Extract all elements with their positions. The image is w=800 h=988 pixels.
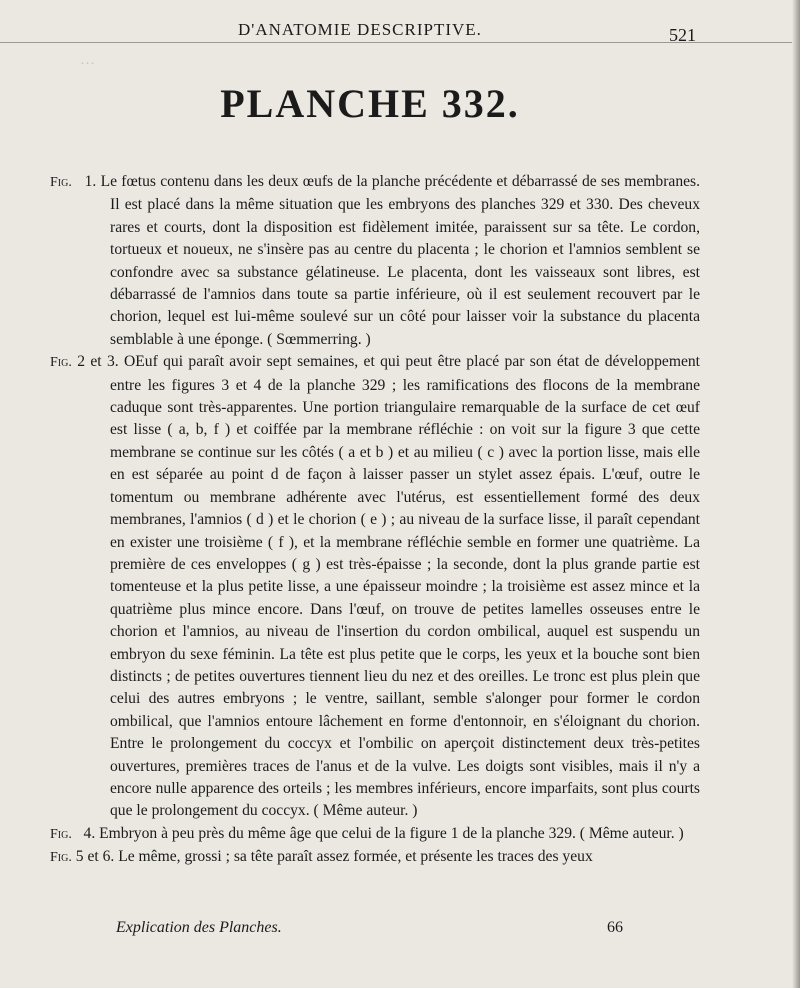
figure-text: Embryon à peu près du même âge que celui de la figure 1 de la planche 329. ( Même auteur. ) [99,824,684,842]
figure-4-description [50,823,700,846]
figure-number: 1. [84,173,97,190]
running-head [0,12,800,43]
page-edge-shadow [792,0,800,988]
figure-number: 2 et 3. [77,353,119,371]
figure-label: Fig. [50,355,72,371]
signature-number: 66 [607,919,623,936]
running-title: D'ANATOMIE DESCRIPTIVE. [238,20,482,39]
figure-number: 4. [83,824,96,842]
figure-label: Fig. [50,175,72,190]
plate-title: PLANCHE 332. [220,81,520,126]
figure-text: OEuf qui paraît avoir sept semaines, et qui peut être placé par son état de développement entre les figures 3 et 4 de la planche 329 ; les ramifications des flocons de la membrane caduque sont très-apparentes. Une portion triangulaire remarquable de la surface de cet œuf est lisse ( a, b, f ) et coiffée par la membrane réfléchie : on voit sur la figure 3 que cette membrane se continue sur les côtés ( a et b ) et au milieu ( c ) avec la portion lisse, mais elle en est séparée au point d de façon à laisser passer un stylet assez épais. L'œuf, outre le tomentum ou membrane adhérente avec l'utérus, est essentiellement formé des deux membranes, l'amnios ( d ) et le chorion ( e ) ; au niveau de la surface lisse, il paraît cependant en exister une troisième ( f ), et la membrane réfléchie semble en former une quatrième. La première de ces enveloppes ( g ) est très-épaisse ; la seconde, dont la plus grande partie est tomenteuse et la plus petite lisse, a une épaisseur moindre ; la troisième est assez mince et la quatrième plus mince encore. Dans l'œuf, on trouve de petites lamelles osseuses entre le chorion et l'amnios, au niveau de l'insertion du cordon ombilical, auquel est suspendu un embryon du sexe féminin. La tête est plus petite que le corps, les yeux et la bouche sont bien distincts ; de petites ouvertures tiennent lieu du nez et des oreilles. Le tronc est plus plein que celui des autres embryons ; le ventre, saillant, semble s'alonger pour former le cordon ombilical, que l'amnios entoure lâchement en forme d'entonnoir, en s'éloignant du chorion. Entre le prolongement du coccyx et l'ombilic on aperçoit distinctement deux très-petites ouvertures, premières traces de l'anus et de la vulve. Les doigts sont visibles, mais il n'y a encore nulle apparence des orteils ; les membres inférieurs, encore imparfaits, sont plus courts que le prolongement du coccyx. ( Même auteur. ) [110,353,701,820]
figure-text: Le fœtus contenu dans les deux œufs de la planche précédente et débarrassé de ses membranes. Il est placé dans la même situation que les embryons des planches 329 et 330. Des cheveux rares et courts, dont la disposition est fidèlement imitée, paraissent sur sa tête. Le cordon, tortueux et noueux, ne s'insère pas au centre du placenta ; le chorion et l'amnios semblent se confondre avec sa substance gélatineuse. Le placenta, dont les vaisseaux sont libres, est débarrassé de l'amnios dans toute sa partie inférieure, où il est seulement recouvert par le chorion, lequel est lui-même soulevé sur un côté pour laisser voir la substance du placenta semblable à une éponge. ( Sœmmerring. ) [100,173,701,348]
figure-text: Le même, grossi ; sa tête paraît assez formée, et présente les traces des yeux [118,848,593,866]
figure-label: Fig. [50,850,72,866]
show-through: … [80,52,95,68]
signature-title: Explication des Planches. [116,919,282,936]
figure-number: 5 et 6. [75,848,115,866]
figure-label: Fig. [50,826,72,842]
figure-descriptions [50,171,700,870]
page-number: 521 [669,25,696,45]
page-footer [110,917,650,941]
figure-1-description [50,171,701,351]
figure-2-3-description [50,351,701,823]
figure-5-6-description [50,846,700,869]
